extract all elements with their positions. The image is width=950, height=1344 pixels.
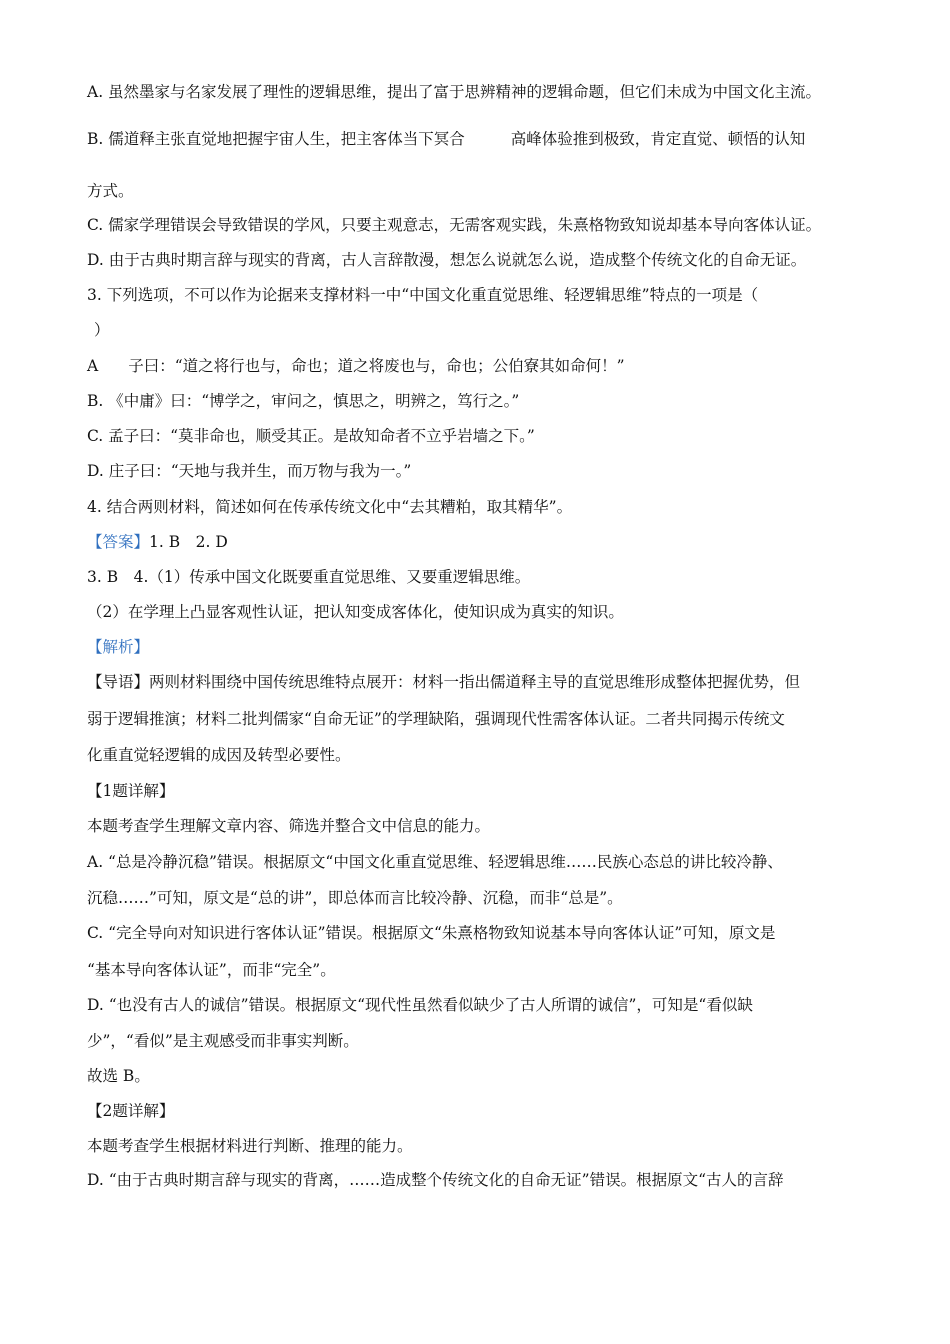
answer-line2: 3. B 4.（1）传承中国文化既要重直觉思维、又要重逻辑思维。 xyxy=(87,568,531,586)
answer-label: 【答案】 xyxy=(87,533,150,551)
q3-option-a xyxy=(87,356,625,376)
q2-option-c: C. 儒家学理错误会导致错误的学风，只要主观意志，无需客观实践，朱熹格物致知说却基本导向客体认证。 xyxy=(87,216,822,234)
q3-option-a-label: A xyxy=(87,357,99,375)
q2-detail-title: 【2题详解】 xyxy=(87,1102,175,1120)
q3-stem: 3. 下列选项，不可以作为论据来支撑材料一中“中国文化重直觉思维、轻逻辑思维”特点的一项是（ xyxy=(87,286,759,304)
guide-line3: 化重直觉轻逻辑的成因及转型必要性。 xyxy=(87,746,351,764)
q2-option-b-part1: B. 儒道释主张直觉地把握宇宙人生，把主客体当下冥合 xyxy=(87,130,465,148)
q1-detail-conclusion: 故选 B。 xyxy=(87,1067,150,1085)
q2-option-b-cont: 方式。 xyxy=(87,182,134,200)
q2-detail-d: D. “由于古典时期言辞与现实的背离，……造成整个传统文化的自命无证”错误。根据原文“古人的言辞 xyxy=(87,1171,784,1189)
answer-line3: （2）在学理上凸显客观性认证，把认知变成客体化，使知识成为真实的知识。 xyxy=(87,603,624,621)
q3-option-d: D. 庄子曰：“天地与我并生，而万物与我为一。” xyxy=(87,462,412,480)
q3-option-a-text: 子曰：“道之将行也与，命也；道之将废也与，命也；公伯寮其如命何！” xyxy=(128,357,625,375)
q1-detail-c-line2: “基本导向客体认证”，而非“完全”。 xyxy=(87,961,336,979)
q3-option-b: B. 《中庸》曰：“博学之，审问之，慎思之，明辨之，笃行之。” xyxy=(87,392,520,410)
q3-stem-cont: ） xyxy=(94,321,110,339)
q2-option-d: D. 由于古典时期言辞与现实的背离，古人言辞散漫，想怎么说就怎么说，造成整个传统文化的自命无证。 xyxy=(87,251,807,269)
q1-detail-a-line1: A. “总是冷静沉稳”错误。根据原文“中国文化重直觉思维、轻逻辑思维……民族心态总的讲比较冷静、 xyxy=(87,853,783,871)
q1-detail-intro: 本题考查学生理解文章内容、筛选并整合文中信息的能力。 xyxy=(87,817,491,835)
q4-stem: 4. 结合两则材料，简述如何在传承传统文化中“去其糟粕，取其精华”。 xyxy=(87,498,573,516)
q1-detail-d-line2: 少”，“看似”是主观感受而非事实判断。 xyxy=(87,1032,359,1050)
q2-option-a: A. 虽然墨家与名家发展了理性的逻辑思维，提出了富于思辨精神的逻辑命题，但它们未成为中国文化主流。 xyxy=(87,83,822,101)
q1-detail-d-line1: D. “也没有古人的诚信”错误。根据原文“现代性虽然看似缺少了古人所谓的诚信”，可知是“看似缺 xyxy=(87,996,753,1014)
answer-text1: 1. B 2. D xyxy=(149,533,228,551)
q3-option-c: C. 孟子曰：“莫非命也，顺受其正。是故知命者不立乎岩墙之下。” xyxy=(87,427,535,445)
q1-detail-c-line1: C. “完全导向对知识进行客体认证”错误。根据原文“朱熹格物致知说基本导向客体认证”可知，原文是 xyxy=(87,924,776,942)
q2-detail-intro: 本题考查学生根据材料进行判断、推理的能力。 xyxy=(87,1137,413,1155)
q2-option-b xyxy=(87,129,805,149)
guide-line2: 弱于逻辑推演；材料二批判儒家“自命无证”的学理缺陷，强调现代性需客体认证。二者共同揭示传统文 xyxy=(87,710,785,728)
analysis-label: 【解析】 xyxy=(87,638,150,656)
q1-detail-title: 【1题详解】 xyxy=(87,782,175,800)
q2-option-b-part2: 高峰体验推到极致，肯定直觉、顿悟的认知 xyxy=(510,130,806,148)
guide-line1: 【导语】两则材料围绕中国传统思维特点展开：材料一指出儒道释主导的直觉思维形成整体把握优势，但 xyxy=(87,673,801,691)
q1-detail-a-line2: 沉稳……”可知，原文是“总的讲”，即总体而言比较冷静、沉稳，而非“总是”。 xyxy=(87,889,623,907)
answer-line1 xyxy=(87,532,228,552)
